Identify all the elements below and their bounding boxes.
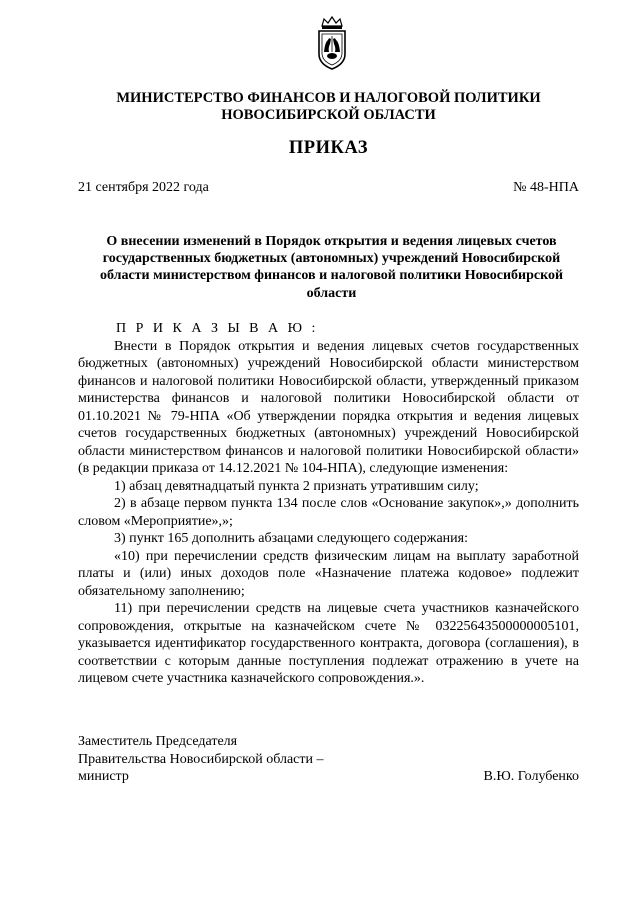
ministry-name-line-1: МИНИСТЕРСТВО ФИНАНСОВ И НАЛОГОВОЙ ПОЛИТИКИ (116, 90, 541, 106)
body-paragraph: 1) абзац девятнадцатый пункта 2 признать утратившим силу; (114, 478, 479, 494)
ministry-name (78, 90, 579, 124)
signatory-position-line-2: Правительства Новосибирской области – (78, 751, 324, 767)
body-paragraph: «10) при перечислении средств физическим лицам на выплату заработной платы и (или) иных доходов поле «Назначение платежа кодовое» подлежит обязательному заполнению; (78, 548, 579, 599)
body-paragraph: Внести в Порядок открытия и ведения лицевых счетов государственных бюджетных (автономных) учреждений Новосибирской области министерством финансов и налоговой политики Новосибирской области, утвержденный приказом министерства финансов и налоговой политики Новосибирской области от 01.10.2021 № 79-НПА «Об утверждении порядка открытия и ведения лицевых счетов государственных бюджетных (автономных) учреждений Новосибирской области министерством финансов и налоговой политики Новосибирской области» (в редакции приказа от 14.12.2021 № 104-НПА), следующие изменения: (78, 338, 579, 476)
ministry-name-line-2: НОВОСИБИРСКОЙ ОБЛАСТИ (221, 107, 436, 123)
body-paragraph: 3) пункт 165 дополнить абзацами следующего содержания: (114, 531, 468, 546)
order-body (78, 320, 579, 688)
order-directive-word: П Р И К А З Ы В А Ю : (116, 321, 319, 336)
signatory-position-line-1: Заместитель Председателя (78, 734, 238, 749)
signatory-name: В.Ю. Голубенко (483, 769, 579, 784)
signature-block (78, 733, 579, 786)
body-paragraph: 2) в абзаце первом пункта 134 после слов «Основание закупок»,» дополнить словом «Мероприятие»,»; (78, 496, 579, 529)
signatory-line (78, 768, 579, 786)
signatory-position-line-3: министр (78, 769, 129, 784)
order-number: № 48-НПА (513, 180, 579, 195)
date-number-line (78, 179, 579, 196)
doc-type-title: ПРИКАЗ (288, 138, 369, 158)
order-date: 21 сентября 2022 года (78, 180, 209, 195)
coat-of-arms-icon (314, 14, 350, 72)
order-subject: О внесении изменений в Порядок открытия и ведения лицевых счетов государственных бюджетных (автономных) учреждений Новосибирской области министерством финансов и налоговой политики Новосибирской области (99, 234, 564, 301)
body-paragraph: 11) при перечислении средств на лицевые счета участников казначейского сопровождения, открытые на казначейском счете № 03225643500000005101, указывается идентификатор государственного контракта, договора (соглашения), в соответствии с которым данные поступления подлежат отражению в учете на лицевом счете участника казначейского сопровождения.». (78, 601, 579, 686)
